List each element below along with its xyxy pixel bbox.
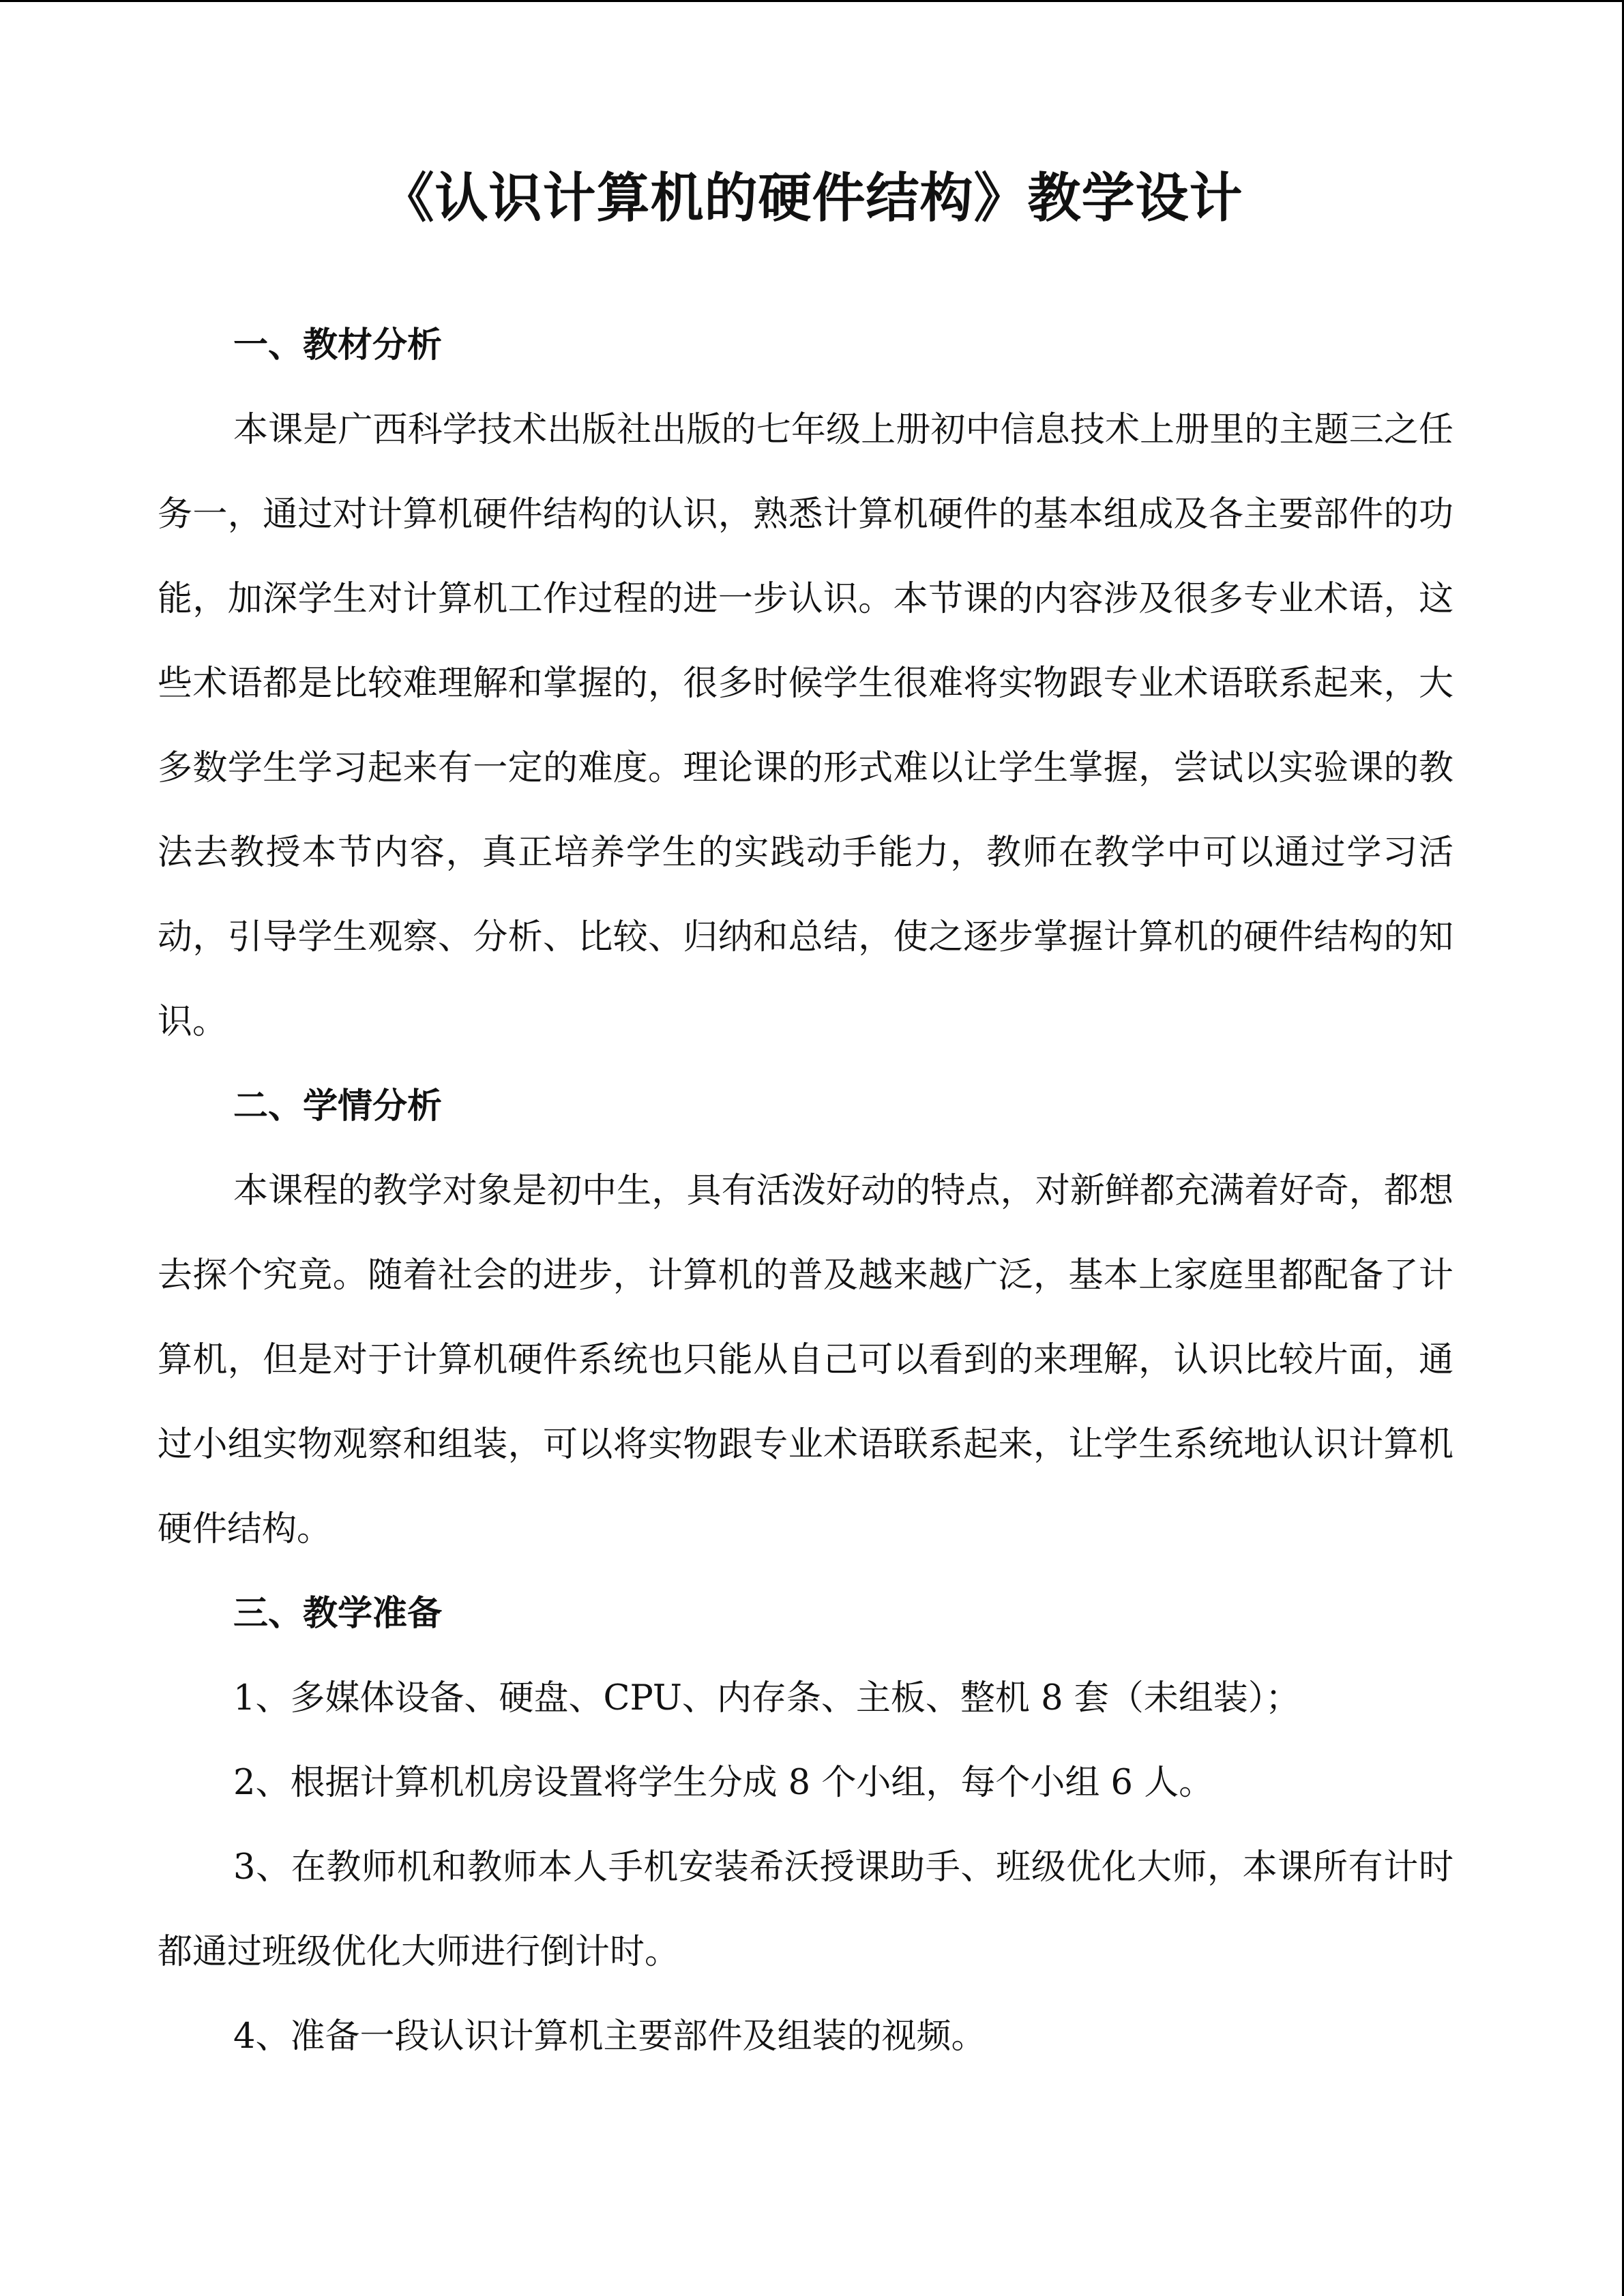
list-item: 4、准备一段认识计算机主要部件及组装的视频。 (233, 2016, 986, 2057)
section-heading: 三、教学准备 (233, 1594, 443, 1634)
section-textbook-analysis (158, 303, 1453, 1064)
page-border-top (0, 0, 1624, 2)
section-learner-analysis (158, 1064, 1453, 1572)
list-item: 1、多媒体设备、硬盘、CPU、内存条、主板、整机 8 套（未组装）； (233, 1678, 1301, 1718)
section-heading: 一、教材分析 (233, 325, 443, 366)
section-heading: 二、学情分析 (233, 1086, 443, 1127)
document-body (158, 303, 1453, 2079)
list-item: 3、在教师机和教师本人手机安装希沃授课助手、班级优化大师，本课所有计时都通过班级优化大师进行倒计时。 (158, 1847, 1453, 1972)
document-title: 《认识计算机的硬件结构》教学设计 (381, 168, 1243, 229)
section-teaching-preparation (158, 1572, 1453, 2079)
body-paragraph: 本课程的教学对象是初中生，具有活泼好动的特点，对新鲜都充满着好奇，都想去探个究竟。随着社会的进步，计算机的普及越来越广泛，基本上家庭里都配备了计算机，但是对于计算机硬件系统也只能从自己可以看到的来理解，认识比较片面，通过小组实物观察和组装，可以将实物跟专业术语联系起来，让学生系统地认识计算机硬件结构。 (158, 1171, 1453, 1549)
list-item: 2、根据计算机机房设置将学生分成 8 个小组，每个小组 6 人。 (233, 1763, 1214, 1803)
body-paragraph: 本课是广西科学技术出版社出版的七年级上册初中信息技术上册里的主题三之任务一，通过对计算机硬件结构的认识，熟悉计算机硬件的基本组成及各主要部件的功能，加深学生对计算机工作过程的进一步认识。本节课的内容涉及很多专业术语，这些术语都是比较难理解和掌握的，很多时候学生很难将实物跟专业术语联系起来，大多数学生学习起来有一定的难度。理论课的形式难以让学生掌握，尝试以实验课的教法去教授本节内容，真正培养学生的实践动手能力，教师在教学中可以通过学习活动，引导学生观察、分析、比较、归纳和总结，使之逐步掌握计算机的硬件结构的知识。 (158, 410, 1453, 1042)
